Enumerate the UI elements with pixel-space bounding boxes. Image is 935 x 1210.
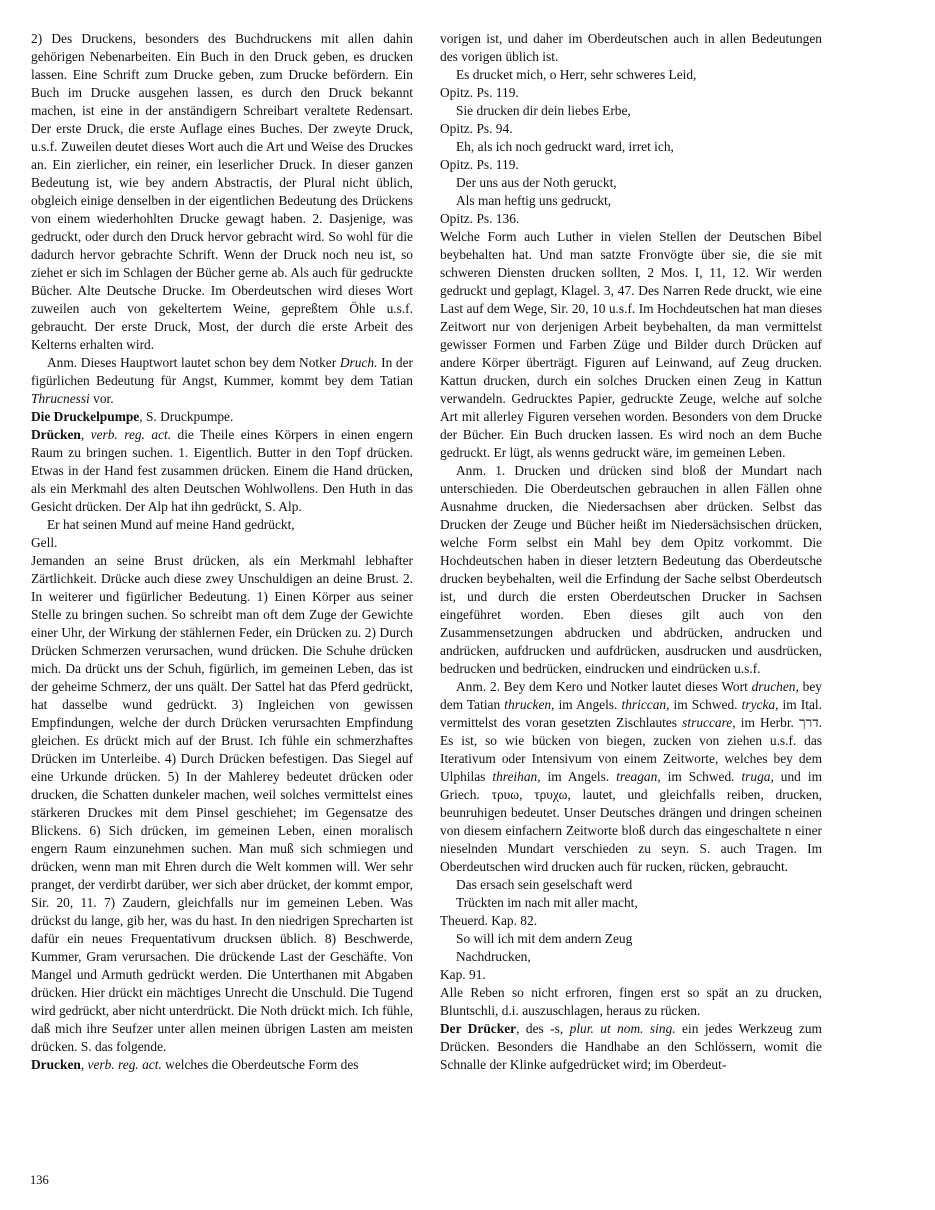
text-run: Als man heftig uns gedruckt, [456, 193, 612, 208]
text-run: welches die Oberdeutsche Form des [161, 1057, 359, 1072]
text-run: im Angels. [554, 697, 622, 712]
entry-paragraph [31, 426, 413, 516]
verse-source [440, 210, 822, 228]
text-run: Sie drucken dir dein liebes Erbe, [456, 103, 631, 118]
text-run: Kap. 91. [440, 967, 486, 982]
text-run: In der figürlichen Bedeutung für Angst, Kummer, kommt bey dem Tatian [31, 355, 414, 388]
annotation-paragraph [31, 354, 413, 408]
text-run: Gell. [31, 535, 58, 550]
text-run: דרך [799, 715, 819, 730]
text-run: Opitz. Ps. 119. [440, 85, 519, 100]
italic-term: Druch. [339, 355, 378, 370]
italic-term: truga, [741, 769, 774, 784]
text-run: Anm. 1. Drucken und drücken sind bloß der Mundart nach unterschieden. Die Oberdeutschen gebrauchen in allen Fällen ohne Ausnahme drucken, die Niedersachsen aber drücken. Selbst das Drucken der Zeuge und Bücher heißt im Niedersächsischen drücken, welche Form selbst ein Mahl bey dem Opitz vorkommt. Die Hochdeutschen haben in dieser letztern Bedeutung das Oberdeutsche drucken beybehalten, weil die Erfindung der Sache selbst Oberdeutsch ist, und durch die ersten Oberdeutschen Drucker in Sachsen eingeführet worden. Eben dieses gilt auch von den Zusammensetzungen abdrucken und abdrücken, andrucken und andrücken, aufdrucken und aufdrücken, ausdrucken und ausdrücken, bedrucken und bedrücken, eindrucken und eindrücken u.s.f. [440, 463, 822, 676]
annotation-paragraph [440, 678, 822, 876]
verse-source [440, 120, 822, 138]
verse-line [440, 138, 822, 156]
text-run: Anm. 2. Bey dem Kero und Notker lautet dieses Wort [456, 679, 752, 694]
italic-term: plur. ut nom. sing. [569, 1021, 676, 1036]
text-run: , des -s, [516, 1021, 570, 1036]
entry-paragraph [440, 1020, 822, 1074]
italic-term: treagan, [616, 769, 661, 784]
text-run: , [80, 427, 91, 442]
text-run: Opitz. Ps. 94. [440, 121, 513, 136]
entry-paragraph [31, 408, 413, 426]
text-run: im Schwed. [660, 769, 742, 784]
verse-line [440, 894, 822, 912]
italic-term: threihan, [492, 769, 541, 784]
entry-paragraph [31, 30, 413, 354]
italic-term: thriccan, [621, 697, 670, 712]
headword: Der Drücker [440, 1021, 517, 1036]
text-run: Jemanden an seine Brust drücken, als ein Merkmahl lebhafter Zärtlichkeit. Drücke auch diese zwey Unschuldigen an deine Brust. 2. In weiterer und figürlicher Bedeutung. 1) Einen Körper aus seiner Stelle zu bringen suchen. So schreibt man oft dem Zuge der Gewichte einer Uhr, der Wirkung der stählernen Feder, ein Drücken zu. 2) Durch Drücken Schmerzen verursachen, wund drücken. Die Schuhe drücken mich. Da drückt uns der Schuh, figürlich, im gemeinen Leben, das ist der geheime Schmerz, der uns quält. Der Sattel hat das Pferd gedrückt, hat dasselbe wund gedrückt. 3) Ingleichen von gewissen Empfindungen, welche der durch Drücken verursachten Empfindung gleichen. Es drückt mich auf der Brust. Ich fühle ein schmerzhaftes Drücken im Unterleibe. 4) Durch Drücken befestigen. Das Siegel auf eine Urkunde drücken. 5) In der Mahlerey bedeutet drücken oder drucken, die Schatten dunkeler machen, weil solches vermittelst eines stärkeren Druckes mit dem Pinsel geschiehet; im Gegensatze des Blickens. 6) Sich drücken, im gemeinen Leben, einen moralisch engern Raum einzunehmen suchen. Man muß sich schmiegen und drücken, wenn man mit Ehren durch die Welt kommen will. Wer sehr pranget, der verdirbt darüber, wer sich aber drücket, der kommt empor, Sir. 20, 11. 7) Zaudern, gleichfalls nur im gemeinen Leben. Was drückst du lange, gib her, was du hast. In den niedrigen Sprecharten ist dafür ein neues Frequentativum drucksen üblich. 8) Beschwerde, Kummer, Gram verursachen. Die drückende Last der Geschäfte. Von Mangel und Armuth gedrückt werden. Die Unterthanen mit Abgaben drücken. Hier drückt ein mächtiges Unrecht die Unschuld. Die Tugend wird gedrückt, aber nicht unterdrückt. Die Noth drückt mich. Ich fühle, daß mich ihre Seufzer unter allen meinen übrigen Lasten am meisten drücken. S. das folgende. [31, 553, 413, 1054]
text-run: So will ich mit dem andern Zeug [456, 931, 633, 946]
italic-term: druchen, [751, 679, 799, 694]
text-run: und im Griech. τρυω, τρυχω, lautet, und gleichfalls reiben, drucken, beunruhigen bedeutet. Unser Deutsches drängen und dringen scheinen von diesem einfachern Zeitworte bloß durch das eingeschaltete n einer nieselnden Mundart verschieden zu seyn. S. auch Tragen. Im Oberdeutschen wird drucken auch für rucken, rücken, gebraucht. [440, 769, 822, 874]
text-run: im Herbr. [735, 715, 800, 730]
entry-paragraph [440, 228, 822, 462]
verse-line [440, 930, 822, 948]
entry-paragraph [440, 984, 822, 1020]
annotation-paragraph [440, 462, 822, 678]
text-run: Opitz. Ps. 136. [440, 211, 520, 226]
text-run: im Ital. vermittelst des voran gesetzten Zischlautes [440, 697, 822, 730]
entry-paragraph [31, 552, 413, 1056]
italic-term: trycka, [741, 697, 779, 712]
text-run: Er hat seinen Mund auf meine Hand gedrückt, [47, 517, 295, 532]
text-run: Nachdrucken, [456, 949, 531, 964]
entry-paragraph [440, 30, 822, 66]
text-run: vor. [89, 391, 114, 406]
text-run: Das ersach sein geselschaft werd [456, 877, 633, 892]
text-run: , [80, 1057, 88, 1072]
verse-line [440, 66, 822, 84]
text-run: Theuerd. Kap. 82. [440, 913, 538, 928]
right-column [440, 30, 822, 1074]
italic-term: struccare, [682, 715, 736, 730]
headword: Drücken [31, 427, 81, 442]
italic-term: verb. reg. act. [87, 1057, 162, 1072]
verse-source [31, 534, 413, 552]
italic-term: thrucken, [504, 697, 555, 712]
text-run: bey dem Tatian [440, 679, 822, 712]
verse-line [440, 948, 822, 966]
text-run: im Schwed. [669, 697, 742, 712]
italic-term: Thrucnessi [31, 391, 90, 406]
verse-source [440, 156, 822, 174]
verse-line [440, 174, 822, 192]
verse-line [440, 102, 822, 120]
verse-source [440, 912, 822, 930]
text-run: . Es ist, so wie bücken von biegen, zucken von ziehen u.s.f. das Iterativum oder Intensivum von einem Zeitworte, welches bey dem Ulphilas [440, 715, 823, 784]
text-run: Welche Form auch Luther in vielen Stellen der Deutschen Bibel beybehalten hat. Und man satzte Fronvögte über sie, die sie mit schweren Diensten drucken sollten, 2 Mos. I, 11, 12. Wir werden gedruckt und geplagt, Klagel. 3, 47. Des Narren Rede druckt, wie eine Last auf dem Wege, Sir. 20, 10 u.s.f. Im Hochdeutschen hat man dieses Zeitwort nur von derjenigen Arbeit beybehalten, da man vermittelst gewisser Formen und Farben Züge und Bilder durch Drücken auf andere Körper überträgt. Figuren auf Leinwand, auf Zeug drucken. Kattun drucken, durch ein solches Drucken einen Zeug in Kattun verwandeln. Gedrucktes Papier, gedruckte Zeuge, welche auf solche Art mit allerley Figuren versehen worden. Besonders von dem Drucke der Bücher. Ein Buch drucken lassen. Es wird noch an dem Buche gedruckt. Er lügt, als wenns gedruckt wäre, im gemeinen Leben. [440, 229, 822, 460]
text-run: Trückten im nach mit aller macht, [456, 895, 638, 910]
verse-line [31, 516, 413, 534]
text-run: die Theile eines Körpers in einen engern Raum zu bringen suchen. 1. Eigentlich. Butter in den Topf drücken. Etwas in der Hand fest zusammen drücken. Einem die Hand drücken, als ein Merkmahl des alten Deutschen Wohlwollens. Den Huth in das Gesicht drücken. Der Alp hat ihn gedrückt, S. Alp. [31, 427, 413, 514]
text-run: Alle Reben so nicht erfroren, fingen erst so spät an zu drucken, Bluntschli, d.i. auszuschlagen, heraus zu rücken. [440, 985, 822, 1018]
verse-source [440, 84, 822, 102]
headword: Die Druckelpumpe [31, 409, 140, 424]
verse-line [440, 876, 822, 894]
text-run: 2) Des Druckens, besonders des Buchdruckens mit allen dahin gehörigen Nebenarbeiten. Ein Buch in den Druck geben, es drucken lassen. Eine Schrift zum Drucke geben, zum Drucke befördern. Ein Buch im Drucke ausgehen lassen, es durch den Druck bekannt machen, ist eine in der anständigern Schreibart veraltete Redensart. Der erste Druck, die erste Auflage eines Buches. Der zweyte Druck, u.s.f. Zuweilen deutet dieses Wort auch die Art und Weise des Druckes an. Ein zierlicher, ein reiner, ein leserlicher Druck. In dieser ganzen Bedeutung ist, wie bey andern Abstractis, der Plural nicht üblich, obgleich einige denselben in der eigentlichen Bedeutung des Drückens von einem wiederhohlten Drucke gewagt haben. 2. Dasjenige, was gedruckt, oder durch den Druck hervor gebracht wird. So wohl für die dadurch hervor gebrachte Schrift. Wenn der Druck noch neu ist, so ziehet er sich im Schlagen der Bücher gerne ab. Als auch für gedruckte Bücher. Alte Deutsche Drucke. Im Oberdeutschen wird dieses Wort zuweilen auch von gekeltertem Weine, gepreßtem Öhle u.s.f. gebraucht. Der erste Druck, Most, der durch die erste Arbeit des Kelterns erhalten wird. [31, 31, 413, 352]
text-run: Es drucket mich, o Herr, sehr schweres Leid, [456, 67, 697, 82]
text-run: , S. Druckpumpe. [139, 409, 234, 424]
text-run: Opitz. Ps. 119. [440, 157, 519, 172]
text-run: Anm. Dieses Hauptwort lautet schon bey dem Notker [47, 355, 340, 370]
text-run: Der uns aus der Noth geruckt, [456, 175, 617, 190]
text-run: im Angels. [540, 769, 617, 784]
verse-source [440, 966, 822, 984]
headword: Drucken [31, 1057, 81, 1072]
text-run: vorigen ist, und daher im Oberdeutschen auch in allen Bedeutungen des vorigen üblich ist. [440, 31, 822, 64]
left-column [31, 30, 413, 1074]
text-run: ein jedes Werkzeug zum Drücken. Besonders die Handhabe an den Schlössern, womit die Schnalle der Klinke aufgedrücket wird; im Oberdeut- [440, 1021, 822, 1072]
text-run: Eh, als ich noch gedruckt ward, irret ich, [456, 139, 674, 154]
verse-line [440, 192, 822, 210]
page-number: 136 [30, 1173, 49, 1187]
italic-term: verb. reg. act. [90, 427, 172, 442]
entry-paragraph [31, 1056, 413, 1074]
